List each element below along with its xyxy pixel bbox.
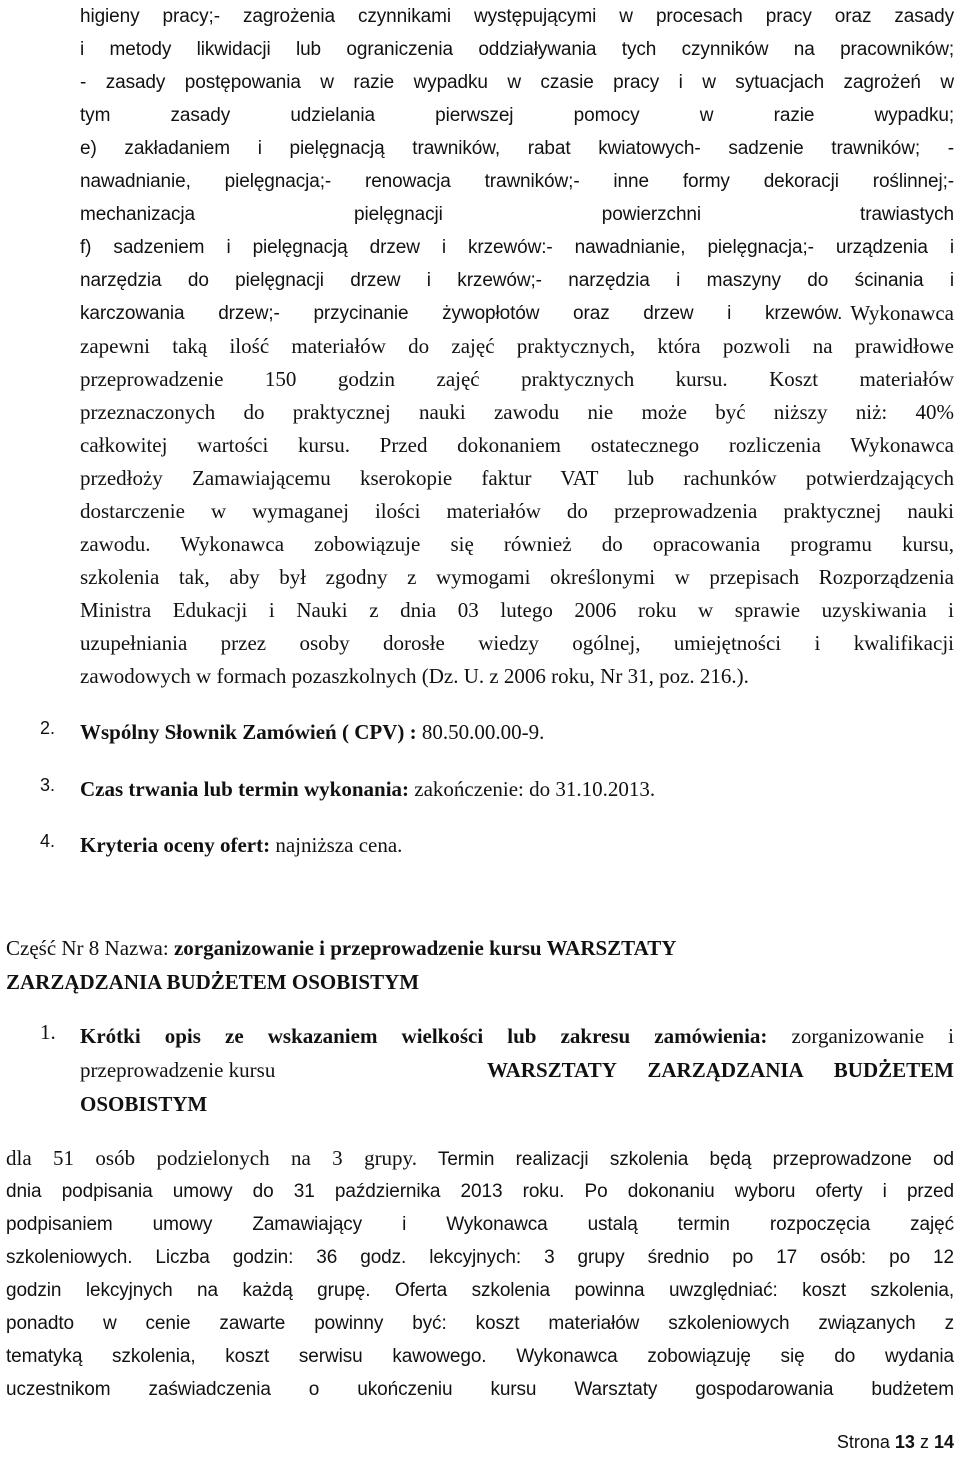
text-line: dostarczenie w wymaganej ilości materiałów do przeprowadzenia praktycznej nauki bbox=[80, 499, 954, 523]
text-line: nawadnianie, pielęgnacja;- renowacja trawników;- inne formy dekoracji roślinnej;- bbox=[80, 171, 954, 192]
item-number: 2. bbox=[40, 718, 56, 738]
text-line-mixed bbox=[80, 1054, 954, 1087]
text-line: zapewni taką ilość materiałów do zajęć praktycznych, która pozwoli na prawidłowe bbox=[80, 334, 954, 358]
page-footer bbox=[837, 1432, 954, 1453]
footer-label: Strona bbox=[836, 1432, 890, 1452]
item-text bbox=[80, 829, 954, 862]
item-value: najniższa cena. bbox=[270, 833, 403, 857]
text-line-mixed bbox=[80, 297, 954, 330]
text-line: przeprowadzenie 150 godzin zajęć praktycznych kursu. Koszt materiałów bbox=[80, 367, 954, 391]
item-text bbox=[80, 716, 954, 749]
text-line: - zasady postępowania w razie wypadku w czasie pracy i w sytuacjach zagrożeń w bbox=[80, 72, 954, 93]
item-label: Kryteria oceny ofert: bbox=[80, 833, 271, 857]
text-segment: WARSZTATY ZARZĄDZANIA BUDŻETEM bbox=[486, 1058, 954, 1082]
text-line: dnia podpisania umowy do 31 października 2013 roku. Po dokonaniu wyboru oferty i przed bbox=[6, 1181, 954, 1202]
text-line: przeznaczonych do praktycznej nauki zawodu nie może być niższy niż: 40% bbox=[80, 400, 954, 424]
text-line: tym zasady udzielania pierwszej pomocy w razie wypadku; bbox=[80, 105, 954, 126]
text-segment: Termin realizacji szkolenia będą przeprowadzone od bbox=[416, 1149, 954, 1170]
item-label: Wspólny Słownik Zamówień ( CPV) : bbox=[80, 720, 417, 744]
text-line: mechanizacja pielęgnacji powierzchni trawiastych bbox=[80, 204, 954, 225]
footer-separator: z bbox=[919, 1432, 929, 1452]
text-line: szkoleniowych. Liczba godzin: 36 godz. lekcyjnych: 3 grupy średnio po 17 osób: po 12 bbox=[6, 1247, 954, 1268]
text-segment: dla 51 osób podzielonych na 3 grupy. bbox=[6, 1146, 417, 1170]
text-line: całkowitej wartości kursu. Przed dokonaniem ostatecznego rozliczenia Wykonawca bbox=[80, 433, 954, 457]
item-text bbox=[80, 773, 954, 806]
heading-line bbox=[6, 932, 954, 965]
text-line-mixed bbox=[80, 1020, 954, 1053]
text-line: OSOBISTYM bbox=[80, 1092, 208, 1116]
text-line: zawodu. Wykonawca zobowiązuje się również do opracowania programu kursu, bbox=[80, 532, 954, 556]
text-segment: Wykonawca bbox=[850, 301, 954, 325]
text-line: narzędzia do pielęgnacji drzew i krzewów;- narzędzia i maszyny do ścinania i bbox=[80, 270, 954, 291]
text-line: szkolenia tak, aby był zgodny z wymogami określonymi w przepisach Rozporządzenia bbox=[80, 565, 954, 589]
text-line: zawodowych w formach pozaszkolnych (Dz. U. z 2006 roku, Nr 31, poz. 216.). bbox=[80, 664, 749, 688]
text-line: uzupełniania przez osoby dorosłe wiedzy ogólnej, umiejętności i kwalifikacji bbox=[80, 631, 954, 655]
text-line: i metody likwidacji lub ograniczenia oddziaływania tych czynników na pracowników; bbox=[80, 39, 954, 60]
text-line: ponadto w cenie zawarte powinny być: koszt materiałów szkoleniowych związanych z bbox=[6, 1313, 954, 1334]
text-line: przedłoży Zamawiającemu kserokopie faktur VAT lub rachunków potwierdzających bbox=[80, 466, 954, 490]
item-value: 80.50.00.00-9. bbox=[416, 720, 545, 744]
text-line: e) zakładaniem i pielęgnacją trawników, rabat kwiatowych- sadzenie trawników; - bbox=[80, 138, 954, 159]
text-line: podpisaniem umowy Zamawiający i Wykonawca ustalą termin rozpoczęcia zajęć bbox=[6, 1214, 954, 1235]
text-line: Ministra Edukacji i Nauki z dnia 03 lutego 2006 roku w sprawie uzyskiwania i bbox=[80, 598, 954, 622]
text-segment: przeprowadzenie kursu bbox=[80, 1058, 276, 1082]
item-number: 4. bbox=[40, 831, 56, 851]
text-line: higieny pracy;- zagrożenia czynnikami występującymi w procesach pracy oraz zasady bbox=[80, 6, 954, 27]
text-segment: karczowania drzew;- przycinanie żywopłotów oraz drzew i krzewów. bbox=[80, 303, 843, 324]
text-line-mixed bbox=[6, 1142, 954, 1175]
item-value: zorganizowanie i bbox=[767, 1024, 954, 1048]
footer-page-number: 13 bbox=[894, 1432, 915, 1452]
heading-prefix: Część Nr 8 Nazwa: bbox=[6, 936, 174, 960]
item-label: Czas trwania lub termin wykonania: bbox=[80, 777, 410, 801]
item-label: Krótki opis ze wskazaniem wielkości lub zakresu zamówienia: bbox=[80, 1024, 768, 1048]
item-value: zakończenie: do 31.10.2013. bbox=[409, 777, 656, 801]
text-line: godzin lekcyjnych na każdą grupę. Oferta szkolenia powinna uwzględniać: koszt szkolenia, bbox=[6, 1280, 954, 1301]
text-line: tematyką szkolenia, koszt serwisu kawowego. Wykonawca zobowiązuję się do wydania bbox=[6, 1346, 954, 1367]
footer-total-pages: 14 bbox=[933, 1432, 954, 1452]
heading-title: zorganizowanie i przeprowadzenie kursu WARSZTATY bbox=[173, 936, 677, 960]
text-line: f) sadzeniem i pielęgnacją drzew i krzewów:- nawadnianie, pielęgnacja;- urządzenia i bbox=[80, 237, 954, 258]
text-line: uczestnikom zaświadczenia o ukończeniu kursu Warsztaty gospodarowania budżetem bbox=[6, 1379, 954, 1400]
item-number: 3. bbox=[40, 775, 56, 795]
item-number: 1. bbox=[40, 1020, 56, 1044]
heading-line: ZARZĄDZANIA BUDŻETEM OSOBISTYM bbox=[6, 970, 420, 994]
